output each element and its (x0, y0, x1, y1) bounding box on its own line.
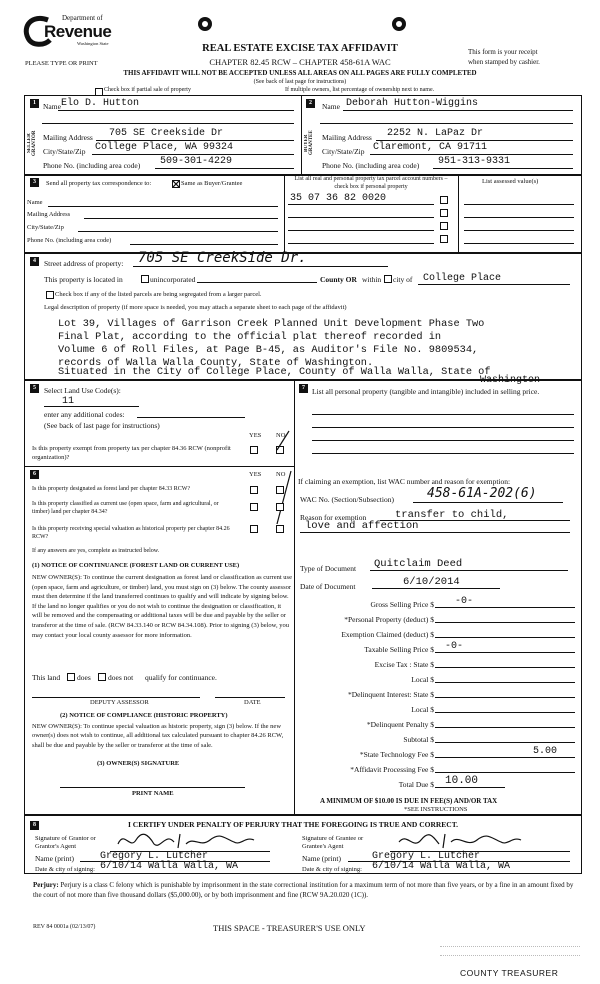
buyer-name-label: Name (322, 102, 340, 111)
parcel-number[interactable]: 35 07 36 82 0020 (290, 193, 387, 204)
hole-punch-right-icon (391, 16, 407, 32)
current-use-no-checkbox[interactable] (276, 503, 284, 511)
dept-name: Revenue (44, 22, 112, 41)
minimum-due-note: A MINIMUM OF $10.00 IS DUE IN FEE(S) AND/OR TAX (320, 797, 498, 805)
see-back-label: (See back of last page for instructions) (44, 421, 160, 430)
unincorporated-label: unincorporated (150, 275, 196, 284)
section3-name-label: Name (27, 199, 43, 206)
reason-label: Reason for exemption (300, 513, 367, 522)
legal-label: Legal description of property (if more space is needed, you may attach a separate sheet to each page of the affidavit) (44, 304, 347, 311)
historic-no-checkbox[interactable] (276, 525, 284, 533)
grantor-date[interactable]: 6/10/14 Walla Walla, WA (100, 861, 239, 872)
does-not-checkbox[interactable] (98, 673, 106, 681)
buyer-city[interactable]: Claremont, CA 91711 (373, 142, 488, 153)
buyer-address[interactable]: 2252 N. LaPaz Dr (387, 128, 484, 139)
does-not-label: does not (108, 673, 134, 682)
seller-side-label: SELLER GRANTOR (27, 130, 37, 156)
section-4-number: 4 (30, 257, 39, 266)
county-treasurer: COUNTY TREASURER (460, 968, 559, 978)
parcel-1-checkbox[interactable] (440, 196, 448, 204)
if-yes-note: If any answers are yes, complete as instructed below. (32, 548, 160, 554)
seller-phone[interactable]: 509-301-4229 (160, 156, 233, 167)
certify-statement: I CERTIFY UNDER PENALTY OF PERJURY THAT THE FOREGOING IS TRUE AND CORRECT. (128, 820, 459, 829)
dept-top: Department of (62, 14, 103, 22)
historic-question: Is this property receiving special valuation as historical property per chapter 84.26 RCW? (32, 526, 230, 540)
section-5-number: 5 (30, 384, 39, 393)
multiple-owners-note: If multiple owners, list percentage of ownership next to name. (285, 87, 435, 93)
legal-overflow[interactable]: Washington (480, 375, 541, 386)
reason-line-1[interactable]: transfer to child, (395, 509, 509, 521)
land-use-code[interactable]: 11 (62, 396, 75, 407)
form-title: REAL ESTATE EXCISE TAX AFFIDAVIT (202, 43, 398, 54)
seller-city-label: City/State/Zip (43, 147, 86, 156)
treasurer-space: THIS SPACE - TREASURER'S USE ONLY (213, 923, 366, 933)
segregated-label: Check box if any of the listed parcels are being segregated from a larger parcel. (55, 291, 262, 298)
hole-punch-left-icon (197, 16, 213, 32)
owner-signature-label: (3) OWNER(S) SIGNATURE (97, 760, 180, 767)
fee-label: Excise Tax : State $ (374, 660, 434, 669)
street-value[interactable]: 705 SE CreekSide Dr. (138, 250, 307, 266)
seller-city[interactable]: College Place, WA 99324 (95, 142, 234, 153)
additional-codes-label: enter any additional codes: (44, 410, 125, 419)
reason-line-2[interactable]: love and affection (305, 520, 419, 532)
seller-name[interactable]: Elo D. Hutton (61, 98, 140, 109)
current-use-yes-checkbox[interactable] (250, 503, 258, 511)
fee-value[interactable]: 5.00 (533, 746, 558, 757)
grantee-sig-label-text: Signature of Grantee or Grantee's Agent (302, 835, 364, 850)
please-type: PLEASE TYPE OR PRINT (25, 60, 98, 67)
exempt-no-mark-icon (276, 430, 290, 452)
fee-label: Taxable Selling Price $ (364, 645, 434, 654)
legal-line-4[interactable]: records of Walla Walla County, State of Washington. (58, 357, 374, 369)
fee-label: Local $ (411, 675, 434, 684)
assessed-header: List assessed value(s) (482, 178, 539, 185)
receipt-note-2: when stamped by cashier. (468, 58, 540, 66)
current-use-question: Is this property classified as current use (open space, farm and agricultural, or timber) land per chapter 84.34? (32, 501, 219, 515)
grantor-name[interactable]: Gregory L. Lutcher (100, 851, 209, 862)
buyer-phone-label: Phone No. (including area code) (322, 161, 420, 170)
dept-state: Washington State (77, 41, 109, 46)
fee-label: Subtotal $ (403, 735, 434, 744)
city-of-checkbox[interactable] (384, 275, 392, 283)
fee-value[interactable]: -0- (455, 596, 474, 607)
notice2-text: NEW OWNER(S): To continue special valuation as historic property, sign (3) below. If the new owner(s) does not wish to continue, all additional tax calculated pursuant to chapter 84.26 RCW, shall be due and payable by the seller or transferor at the time of sale. (32, 723, 284, 749)
fee-label: Total Due $ (398, 780, 434, 789)
legal-line-3[interactable]: Volume 6 of Roll Files, at Page B-45, as Auditor's File No. 9809534, (58, 344, 479, 356)
instructions-note: (See back of last page for instructions) (253, 79, 347, 85)
fee-label: *Affidavit Processing Fee $ (350, 765, 434, 774)
grantor-signature-icon[interactable] (114, 830, 264, 852)
does-checkbox[interactable] (67, 673, 75, 681)
county-or-label: County OR (320, 275, 357, 284)
fee-label: *Delinquent Interest: State $ (347, 690, 434, 699)
land-use-label: Select Land Use Code(s): (44, 386, 121, 395)
form-subtitle: CHAPTER 82.45 RCW – CHAPTER 458-61A WAC (209, 57, 391, 67)
forest-question: Is this property designated as forest land per chapter 84.33 RCW? (32, 486, 191, 492)
grantor-name-label: Name (print) (35, 854, 74, 863)
section6-no-mark-icon (276, 470, 292, 525)
buyer-city-label: City/State/Zip (322, 147, 365, 156)
section-8-number: 8 (30, 821, 39, 830)
historic-yes-checkbox[interactable] (250, 525, 258, 533)
grantee-date-label: Date & city of signing: (302, 866, 362, 873)
street-label: Street address of property: (44, 259, 124, 268)
buyer-side-label: BUYER GRANTEE (304, 130, 314, 156)
seller-address-label: Mailing Address (43, 133, 93, 142)
legal-line-2[interactable]: Final Plat, according to the official plat thereof recorded in (58, 331, 442, 343)
fee-value[interactable]: -0- (445, 641, 464, 652)
fee-label: *Delinquent Penalty $ (366, 720, 434, 729)
qualify-label: qualify for continuance. (145, 673, 217, 682)
deputy-assessor-label: DEPUTY ASSESSOR (90, 699, 149, 706)
parcel-2-checkbox[interactable] (440, 209, 448, 217)
section6-yes: YES (249, 471, 262, 478)
grantor-signature-label (35, 835, 105, 851)
perjury-notice (33, 881, 578, 900)
section3-address-label: Mailing Address (27, 211, 71, 218)
seller-phone-label: Phone No. (including area code) (43, 161, 141, 170)
grantee-date[interactable]: 6/10/14 Walla Walla, WA (372, 861, 511, 872)
checkmark-icon (173, 181, 179, 187)
parcel-4-checkbox[interactable] (440, 235, 448, 243)
perjury-text: Perjury is a class C felony which is punishable by imprisonment in the state correctional institution for a maximum term of not more than five years, or by a fine in an amount fixed by the court of not more than five thousand dollars ($5,000.00), or by both imprisonment and fine (RCW 9A.20.020 (1C)). (33, 881, 574, 899)
doc-date-label: Date of Document (300, 582, 356, 591)
grantor-date-label: Date & city of signing: (35, 866, 95, 873)
fee-label: Gross Selling Price $ (370, 600, 434, 609)
fee-table (295, 596, 580, 796)
parcel-header: List all real and personal property tax parcel account numbers – check box if personal property (294, 176, 448, 190)
located-in-label: This property is located in (44, 275, 123, 284)
section-2-number: 2 (306, 99, 315, 108)
city-of-label: city of (393, 275, 413, 284)
notice2-title: (2) NOTICE OF COMPLIANCE (HISTORIC PROPERTY) (60, 712, 228, 719)
forest-no-checkbox[interactable] (276, 486, 284, 494)
buyer-phone[interactable]: 951-313-9331 (438, 156, 511, 167)
section5-no: NO (276, 432, 286, 439)
parcel-3-checkbox[interactable] (440, 222, 448, 230)
date-label: DATE (244, 699, 261, 706)
notice1-title: (1) NOTICE OF CONTINUANCE (FOREST LAND OR CURRENT USE) (32, 562, 240, 569)
perjury-label: Perjury: (33, 881, 59, 889)
forest-yes-checkbox[interactable] (250, 486, 258, 494)
grantee-name[interactable]: Gregory L. Lutcher (372, 851, 481, 862)
buyer-name[interactable]: Deborah Hutton-Wiggins (346, 98, 479, 109)
seller-address[interactable]: 705 SE Creekside Dr (109, 128, 224, 139)
within-label: within (362, 275, 382, 284)
city-value[interactable]: College Place (423, 273, 502, 284)
does-label: does (77, 673, 91, 682)
section3-city-label: City/State/Zip (27, 224, 64, 231)
legal-line-5[interactable]: Situated in the City of College Place, County of Walla Walla, State of (58, 366, 491, 378)
correspondence-label: Send all property tax correspondence to: (46, 180, 152, 187)
print-name-label: PRINT NAME (132, 790, 174, 797)
notice1-text: NEW OWNER(S): To continue the current designation as forest land or classification as current use (open space, farm and agriculture, or timber) land, you must sign on (3) below. The county assessor must then determine if the land transferred continues to qualify and will indicate by signing below. If the land no longer qualifies or you do not wish to continue the designation or classification, it will be removed and the compensating or additional taxes will be due and payable by the seller or transferor at the time of sale. (RCW 84.33.140 or RCW 84.34.108). Prior to signing (3) below, you may contact your local county assessor for more information. (32, 574, 292, 639)
same-as-label: Same as Buyer/Grantee (181, 180, 243, 187)
section6-no: NO (276, 471, 286, 478)
grantee-signature-label (302, 835, 377, 851)
fee-label: *State Technology Fee $ (359, 750, 434, 759)
section-7-number: 7 (299, 384, 308, 393)
exempt-yes-checkbox[interactable] (250, 446, 258, 454)
buyer-address-label: Mailing Address (322, 133, 372, 142)
see-instructions: *SEE INSTRUCTIONS (404, 806, 468, 813)
wac-value[interactable]: 458-61A-202(6) (427, 486, 537, 501)
this-land-label: This land (32, 673, 61, 682)
wac-label: WAC No. (Section/Subsection) (300, 495, 394, 504)
grantor-sig-label-text: Signature of Grantor or Grantor's Agent (35, 835, 96, 850)
unincorporated-checkbox[interactable] (141, 275, 149, 283)
form-id: REV 84 0001a (02/13/07) (33, 924, 96, 930)
grantee-name-label: Name (print) (302, 854, 341, 863)
receipt-note-1: This form is your receipt (468, 48, 538, 56)
section-6-number: 6 (30, 470, 39, 479)
fee-label: Exemption Claimed (deduct) $ (341, 630, 434, 639)
fee-label: *Personal Property (deduct) $ (344, 615, 434, 624)
grantee-signature-icon[interactable] (395, 830, 525, 852)
legal-line-1[interactable]: Lot 39, Villages of Garrison Creek Planned Unit Development Phase Two (58, 318, 485, 330)
fee-value[interactable]: 10.00 (445, 775, 479, 787)
doc-type-value[interactable]: Quitclaim Deed (374, 558, 463, 570)
segregated-checkbox[interactable] (46, 291, 54, 299)
exemption-label: If claiming an exemption, list WAC number and reason for exemption: (298, 477, 511, 486)
same-as-buyer-checkbox[interactable] (172, 180, 180, 188)
fee-label: Local $ (411, 705, 434, 714)
section-1-number: 1 (30, 99, 39, 108)
partial-sale-label: Check box if partial sale of property (104, 87, 191, 93)
seller-name-label: Name (43, 102, 61, 111)
personal-property-label: List all personal property (tangible and intangible) included in selling price. (312, 387, 540, 396)
acceptance-warning: THIS AFFIDAVIT WILL NOT BE ACCEPTED UNLESS ALL AREAS ON ALL PAGES ARE FULLY COMPLETED (123, 69, 477, 77)
doc-date-value[interactable]: 6/10/2014 (403, 576, 460, 588)
receipt-stamp (440, 946, 580, 956)
doc-type-label: Type of Document (300, 564, 357, 573)
exempt-question: Is this property exempt from property tax per chapter 84.36 RCW (nonprofit organization)? (32, 445, 231, 461)
section5-yes: YES (249, 432, 262, 439)
section-3-number: 3 (30, 178, 39, 187)
section3-phone-label: Phone No. (including area code) (27, 237, 112, 244)
